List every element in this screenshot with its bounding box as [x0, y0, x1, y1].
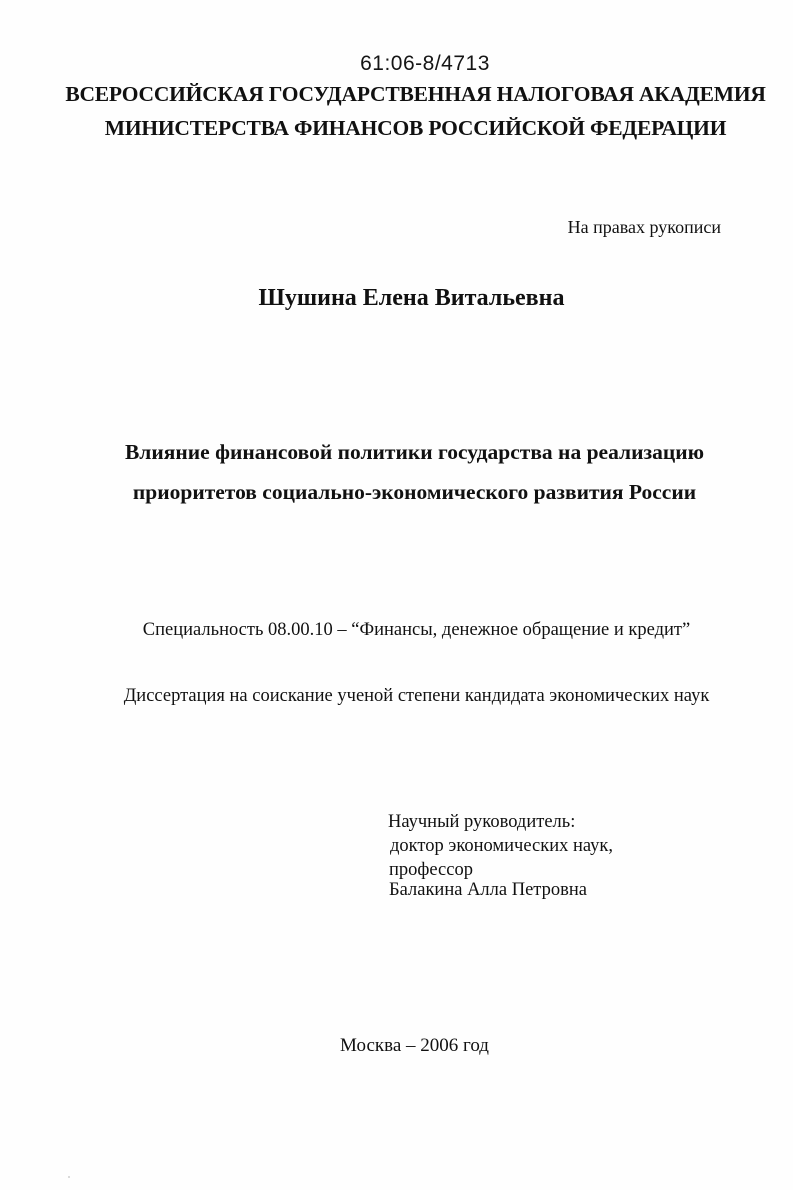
dissertation-title-line-1: Влияние финансовой политики государства на реализацию: [124, 440, 705, 464]
specialty-line: Специальность 08.00.10 – “Финансы, денежное обращение и кредит”: [142, 620, 691, 640]
dissertation-title-line-2: приоритетов социально-экономического развития России: [132, 480, 697, 504]
rights-note: На правах рукописи: [567, 217, 721, 237]
supervisor-degree: доктор экономических наук,: [390, 836, 614, 856]
supervisor-role: Научный руководитель:: [388, 812, 576, 832]
author-name: Шушина Елена Витальевна: [258, 285, 565, 311]
institution-line-1: ВСЕРОССИЙСКАЯ ГОСУДАРСТВЕННАЯ НАЛОГОВАЯ АКАДЕМИЯ: [65, 82, 766, 106]
supervisor-name: Балакина Алла Петровна: [389, 880, 587, 900]
scan-speck: [68, 1176, 70, 1178]
degree-statement: Диссертация на соискание ученой степени кандидата экономических наук: [123, 686, 710, 706]
city-year: Москва – 2006 год: [340, 1035, 489, 1056]
institution-line-2: МИНИСТЕРСТВА ФИНАНСОВ РОССИЙСКОЙ ФЕДЕРАЦИИ: [104, 116, 727, 140]
archive-stamp-code: 61:06-8/4713: [360, 52, 490, 75]
supervisor-rank: профессор: [389, 860, 473, 880]
